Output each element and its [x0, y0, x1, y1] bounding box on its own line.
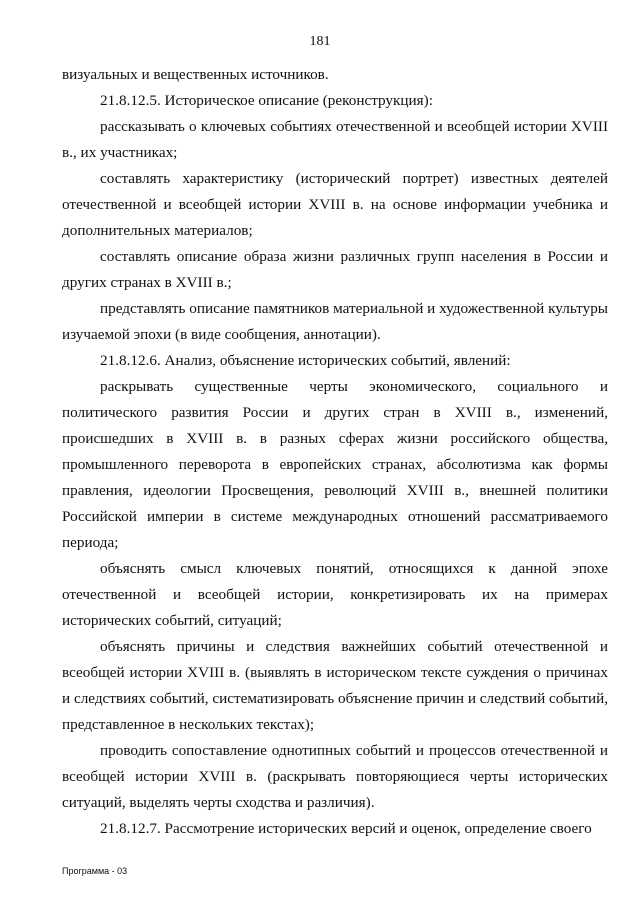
footer-label: Программа - 03	[62, 866, 128, 876]
paragraph-11: проводить сопоставление однотипных событий и процессов отечественной и всеобщей истории XVIII в. (раскрывать повторяющиеся черты исторических ситуаций, выделять черты сходства и различия).	[62, 742, 608, 811]
paragraph-8: раскрывать существенные черты экономического, социального и политического развития России и других стран в XVIII в., изменений, происшедших в XVIII в. в разных сферах жизни российского общества, промышленного переворота в европейских странах, абсолютизма как формы правления, идеологии Просвещения, революций XVIII в., внешней политики Российской империи в системе международных отношений рассматриваемого периода;	[62, 378, 608, 551]
paragraph-4: составлять характеристику (исторический портрет) известных деятелей отечественной и всеобщей истории XVIII в. на основе информации учебника и дополнительных материалов;	[62, 170, 608, 239]
paragraph-1: визуальных и вещественных источников.	[62, 66, 329, 83]
paragraph-6: представлять описание памятников материальной и художественной культуры изучаемой эпохи (в виде сообщения, аннотации).	[62, 300, 608, 343]
paragraph-2: 21.8.12.5. Историческое описание (реконструкция):	[100, 92, 433, 109]
page-number: 181	[309, 34, 331, 49]
paragraph-12: 21.8.12.7. Рассмотрение исторических версий и оценок, определение своего	[100, 820, 592, 837]
paragraph-10: объяснять причины и следствия важнейших событий отечественной и всеобщей истории XVIII в. (выявлять в историческом тексте суждения о причинах и следствиях событий, систематизировать объяснение причин и следствий событий, представленное в нескольких текстах);	[62, 638, 608, 733]
paragraph-3: рассказывать о ключевых событиях отечественной и всеобщей истории XVIII в., их участниках;	[62, 118, 608, 161]
paragraph-5: составлять описание образа жизни различных групп населения в России и других странах в XVIII в.;	[62, 248, 608, 291]
paragraph-9: объяснять смысл ключевых понятий, относящихся к данной эпохе отечественной и всеобщей истории, конкретизировать их на примерах исторических событий, ситуаций;	[62, 560, 608, 629]
body-text	[62, 62, 608, 842]
paragraph-7: 21.8.12.6. Анализ, объяснение исторических событий, явлений:	[100, 352, 511, 369]
